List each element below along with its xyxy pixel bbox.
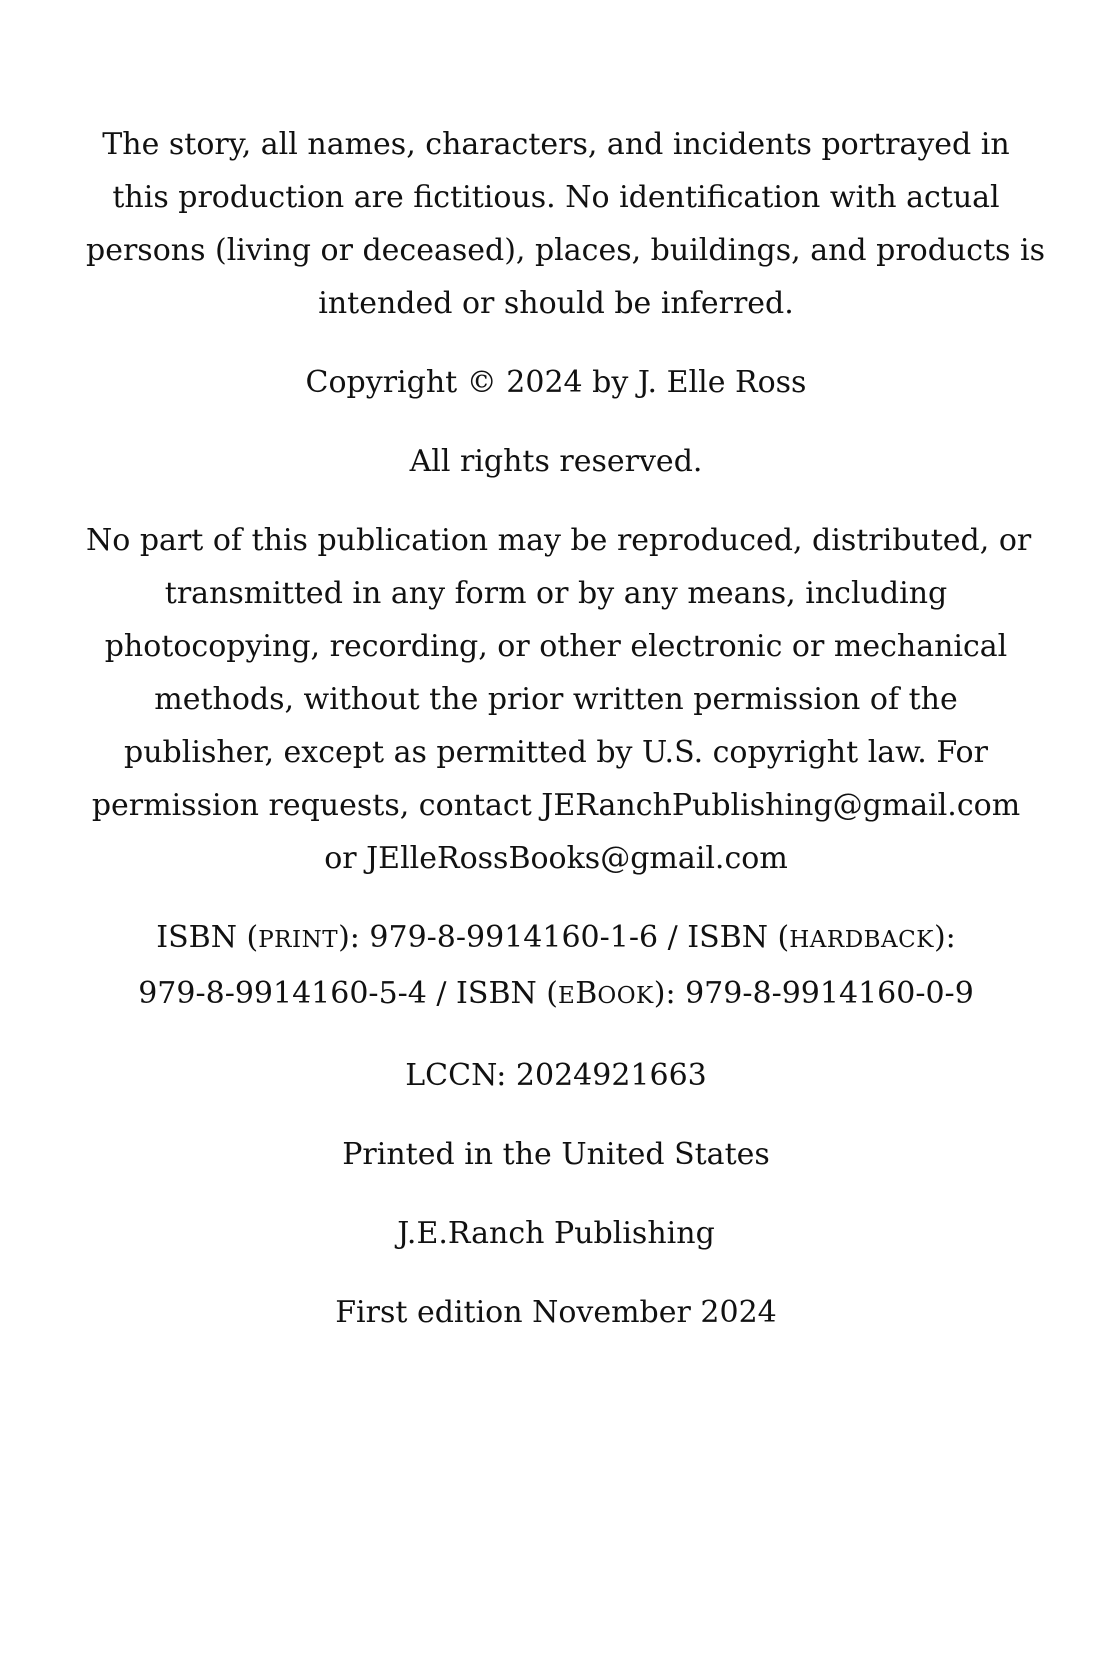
copyright-notice [86,356,1026,409]
rights-reserved [86,435,1026,488]
isbn-text: ): 979-8-9914160-1-6 / ISBN ( [338,920,790,955]
permission-line: publisher, except as permitted by U.S. copyright law. For [124,735,988,770]
isbn-text: 979-8-9914160-5-4 / ISBN ( [138,976,558,1011]
printed-in [86,1128,1026,1181]
publisher-name [86,1207,1026,1260]
isbn-format-ebook-ook: OOK [597,983,654,1009]
disclaimer-paragraph [86,118,1046,330]
disclaimer-line: intended or should be inferred. [318,286,794,321]
copyright-line: Copyright © 2024 by J. Elle Ross [305,365,807,400]
isbn-format-print: PRINT [258,927,339,953]
isbn-format-ebook-e: E [558,983,576,1009]
lccn-line: LCCN: 2024921663 [405,1058,707,1093]
isbn-text: ISBN ( [156,920,259,955]
permission-line: methods, without the prior written permission of the [154,682,958,717]
isbn-line-2 [86,967,1026,1023]
permission-line: or JElleRossBooks@gmail.com [324,841,788,876]
edition-line: First edition November 2024 [335,1295,777,1330]
publisher-line: J.E.Ranch Publishing [397,1216,715,1251]
permission-paragraph [86,514,1032,885]
permission-line: photocopying, recording, or other electronic or mechanical [104,629,1008,664]
permission-line: permission requests, contact JERanchPublishing@gmail.com [91,788,1021,823]
permission-line: No part of this publication may be reproduced, distributed, or [86,523,1032,558]
rights-line: All rights reserved. [409,444,703,479]
disclaimer-line: this production are fictitious. No identification with actual [112,180,1000,215]
isbn-format-ebook-b: B [575,976,598,1011]
printed-line: Printed in the United States [342,1137,770,1172]
lccn [86,1049,1026,1102]
isbn-format-hardback: HARDBACK [789,927,934,953]
disclaimer-line: persons (living or deceased), places, buildings, and products is [86,233,1046,268]
permission-line: transmitted in any form or by any means, including [164,576,948,611]
edition-info [86,1286,1026,1339]
isbn-text: ): 979-8-9914160-0-9 [653,976,974,1011]
isbn-text: ): [933,920,956,955]
disclaimer-line: The story, all names, characters, and incidents portrayed in [102,127,1010,162]
isbn-block [86,911,1026,1023]
isbn-line-1 [86,911,1026,967]
